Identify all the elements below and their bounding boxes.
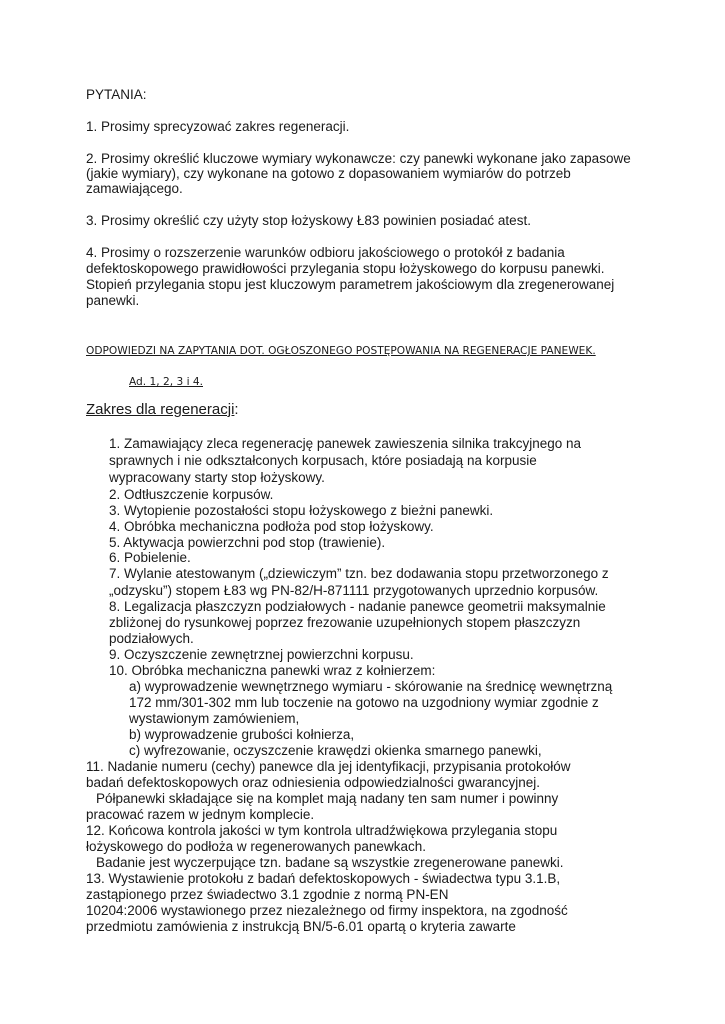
scope-line: 10. Obróbka mechaniczna panewki wraz z kołnierzem:	[109, 663, 436, 678]
questions-heading: PYTANIA:	[86, 87, 147, 102]
question-2-line: (jakie wymiary), czy wykonane na gotowo z dopasowaniem wymiarów do potrzeb	[86, 166, 571, 181]
scope-heading-label: Zakres dla regeneracji	[86, 401, 235, 418]
scope-line: 9. Oczyszczenie zewnętrznej powierzchni korpusu.	[109, 647, 414, 662]
scope-line: 13. Wystawienie protokołu z badań defektoskopowych - świadectwa typu 3.1.B,	[86, 871, 561, 886]
scope-line: c) wyfrezowanie, oczyszczenie krawędzi okienka smarnego panewki,	[129, 743, 542, 758]
question-4-line: panewki.	[86, 293, 140, 308]
scope-line: a) wyprowadzenie wewnętrznego wymiaru - skórowanie na średnicę wewnętrzną	[129, 679, 613, 694]
question-2-line: zamawiającego.	[86, 181, 183, 196]
scope-heading-colon: :	[234, 401, 239, 418]
scope-line: „odzysku”) stopem Ł83 wg PN-82/H-871111 przygotowanych uprzednio korpusów.	[109, 583, 599, 598]
scope-line: Półpanewki składające się na komplet mają nadany ten sam numer i powinny	[96, 791, 559, 806]
scope-line: wystawionym zamówieniem,	[129, 711, 300, 726]
scope-line: 172 mm/301-302 mm lub toczenie na gotowo na uzgodniony wymiar zgodnie z	[129, 695, 599, 710]
scope-line: 6. Pobielenie.	[109, 550, 191, 565]
scope-line: pracować razem w jednym komplecie.	[86, 807, 315, 822]
scope-line: 10204:2006 wystawionego przez niezależnego od firmy inspektora, na zgodność	[86, 903, 568, 918]
scope-line: zbliżonej do rysunkowej poprzez frezowanie uzupełnionych stopem płaszczyzn	[109, 615, 581, 630]
scope-line: wypracowany starty stop łożyskowy.	[109, 470, 325, 485]
scope-line: 3. Wytopienie pozostałości stopu łożyskowego z bieżni panewki.	[109, 503, 494, 518]
scope-line: badań defektoskopowych oraz odniesienia odpowiedzialności gwarancyjnej.	[86, 775, 541, 790]
scope-line: b) wyprowadzenie grubości kołnierza,	[129, 727, 355, 742]
scope-line: 8. Legalizacja płaszczyzn podziałowych - nadanie panewce geometrii maksymalnie	[109, 599, 606, 614]
question-4-line: defektoskopowego prawidłowości przylegania stopu łożyskowego do korpusu panewki.	[86, 261, 605, 276]
scope-line: Badanie jest wyczerpujące tzn. badane są wszystkie zregenerowane panewki.	[96, 855, 564, 870]
question-3: 3. Prosimy określić czy użyty stop łożyskowy Ł83 powinien posiadać atest.	[86, 213, 531, 228]
scope-line: sprawnych i nie odkształconych korpusach, które posiadają na korpusie	[109, 453, 537, 468]
scope-line: 11. Nadanie numeru (cechy) panewce dla jej identyfikacji, przypisania protokołów	[86, 759, 571, 774]
question-1: 1. Prosimy sprecyzować zakres regeneracji.	[86, 119, 350, 134]
scope-line: 4. Obróbka mechaniczna podłoża pod stop łożyskowy.	[109, 519, 434, 534]
question-2-line: 2. Prosimy określić kluczowe wymiary wykonawcze: czy panewki wykonane jako zapasowe	[86, 151, 631, 166]
scope-line: 7. Wylanie atestowanym („dziewiczym” tzn. bez dodawania stopu przetworzonego z	[109, 566, 609, 581]
answers-heading: ODPOWIEDZI NA ZAPYTANIA DOT. OGŁOSZONEGO POSTĘPOWANIA NA REGENERACJE PANEWEK.	[86, 345, 596, 357]
scope-line: podziałowych.	[109, 631, 194, 646]
ad-reference: Ad. 1, 2, 3 i 4.	[129, 376, 203, 388]
scope-line: 2. Odtłuszczenie korpusów.	[109, 487, 274, 502]
scope-line: przedmiotu zamówienia z instrukcją BN/5-6.01 opartą o kryteria zawarte	[86, 919, 516, 934]
scope-line: 5. Aktywacja powierzchni pod stop (trawienie).	[109, 535, 386, 550]
scope-line: zastąpionego przez świadectwo 3.1 zgodnie z normą PN-EN	[86, 887, 449, 902]
scope-line: 1. Zamawiający zleca regenerację panewek zawieszenia silnika trakcyjnego na	[109, 436, 581, 451]
scope-line: łożyskowego do podłoża w regenerowanych panewkach.	[86, 839, 426, 854]
question-4-line: Stopień przylegania stopu jest kluczowym parametrem jakościowym dla zregenerowanej	[86, 277, 615, 292]
question-4-line: 4. Prosimy o rozszerzenie warunków odbioru jakościowego o protokół z badania	[86, 245, 565, 260]
scope-heading	[86, 401, 239, 418]
scope-line: 12. Końcowa kontrola jakości w tym kontrola ultradźwiękowa przylegania stopu	[86, 823, 558, 838]
